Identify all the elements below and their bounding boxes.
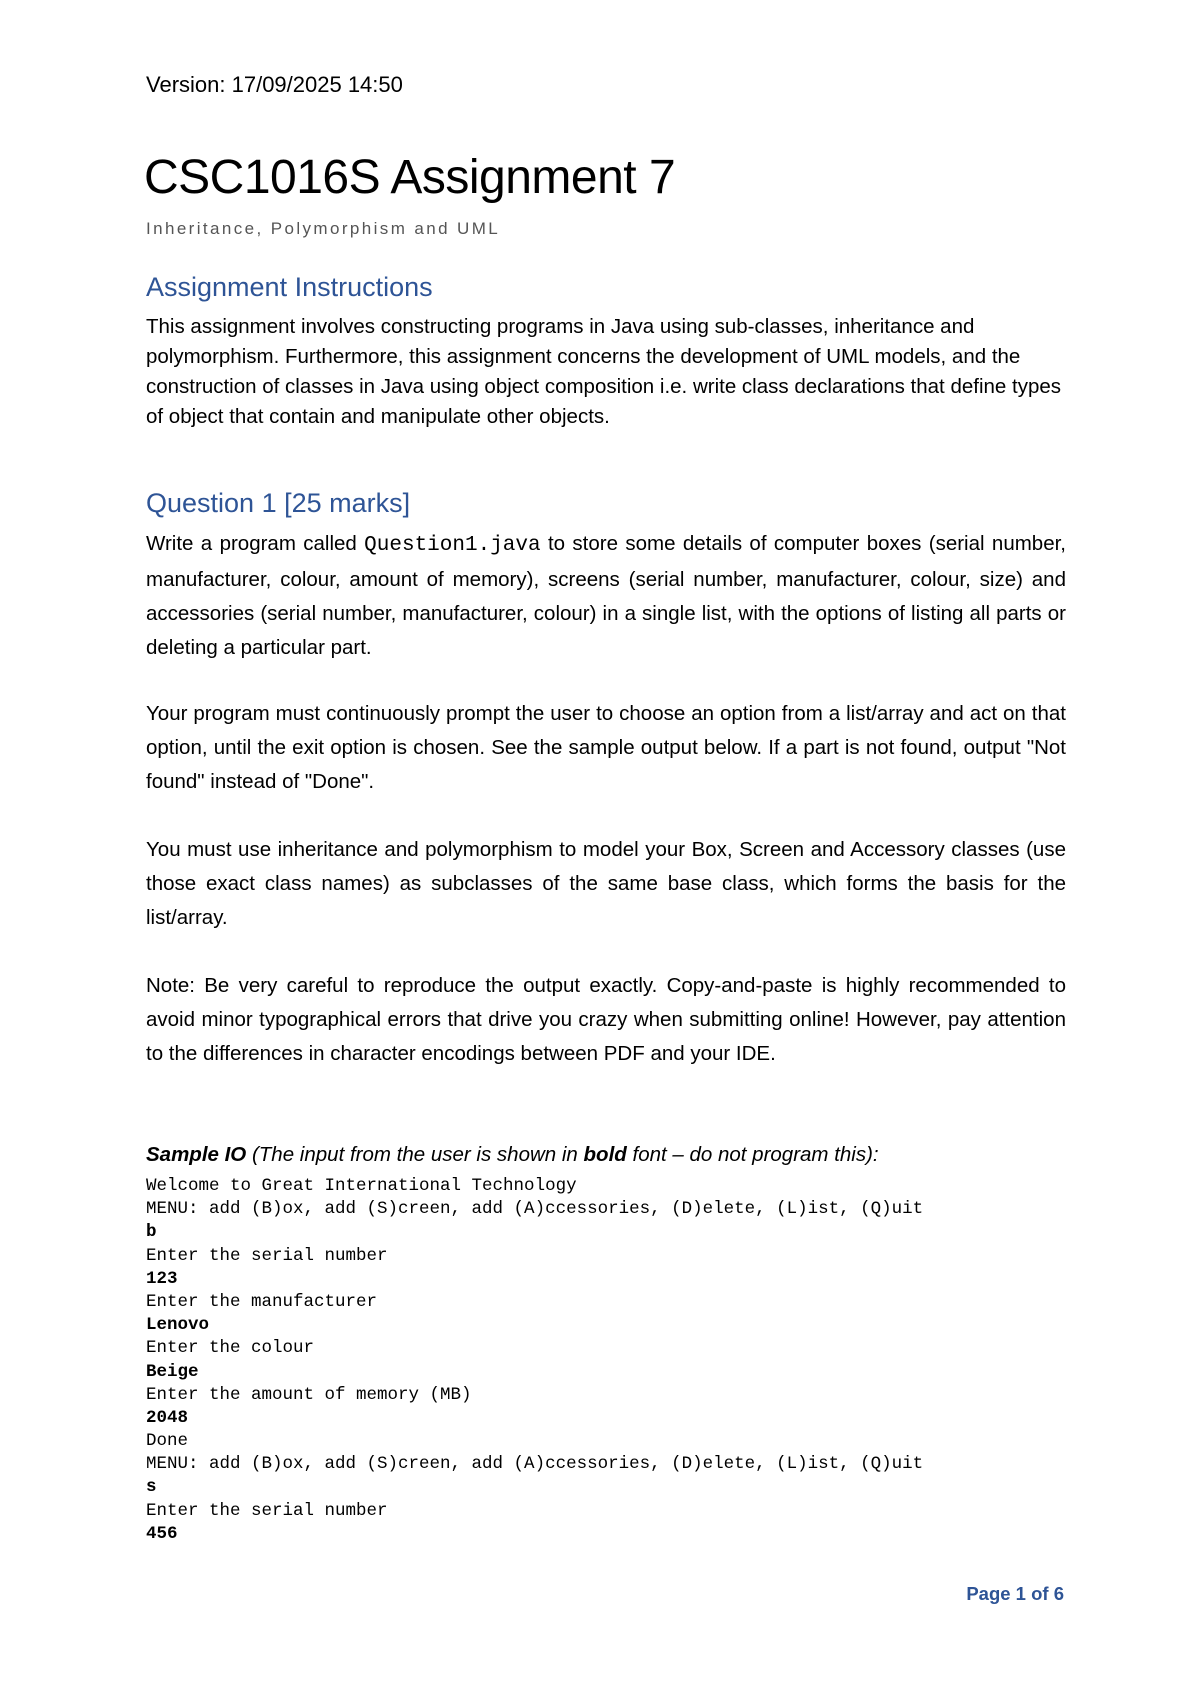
question1-heading: Question 1 [25 marks] <box>146 488 411 518</box>
sample-io-paren-post: font – do not program this): <box>626 1143 879 1166</box>
sample-io-user-input: 123 <box>146 1268 178 1289</box>
sample-io-paren-bold: bold <box>583 1143 627 1166</box>
sample-io-paren-pre: (The input from the user is shown in <box>246 1143 584 1166</box>
sample-io-output-line: Enter the amount of memory (MB) <box>146 1384 472 1405</box>
question1-intro-pre: Write a program called <box>146 532 365 555</box>
sample-io-output-line: Done <box>146 1431 189 1452</box>
instructions-heading: Assignment Instructions <box>146 272 433 302</box>
sample-io-user-input: 2048 <box>146 1407 189 1428</box>
page-number: Page 1 of 6 <box>966 1583 1064 1604</box>
sample-io-user-input: b <box>146 1222 157 1243</box>
sample-io-output-line: Enter the colour <box>146 1338 315 1359</box>
sample-io-block <box>146 1175 923 1546</box>
sample-io-output-line: Enter the manufacturer <box>146 1291 378 1312</box>
document-title: CSC1016S Assignment 7 <box>144 151 676 204</box>
sample-io-user-input: Lenovo <box>146 1315 210 1336</box>
sample-io-user-input: 456 <box>146 1523 178 1544</box>
sample-io-label: Sample IO <box>146 1143 247 1166</box>
sample-io-output-line: Enter the serial number <box>146 1500 388 1521</box>
question1-intro-post: to store some details of computer boxes (serial number, manufacturer, colour, amount of memory), screens (serial number, manufacturer, colour, size) and accessories (serial number, manufacturer, colour) in a single list, with the options of listing all parts or deleting a particular part. <box>146 532 1066 659</box>
sample-io-user-input: s <box>146 1477 157 1498</box>
sample-io-output-line: Welcome to Great International Technology <box>146 1176 577 1196</box>
sample-io-output-line: Enter the serial number <box>146 1245 388 1266</box>
version-stamp: Version: 17/09/2025 14:50 <box>146 72 403 97</box>
sample-io-output-line: MENU: add (B)ox, add (S)creen, add (A)ccessories, (D)elete, (L)ist, (Q)uit <box>146 1454 924 1475</box>
sample-io-user-input: Beige <box>146 1361 199 1382</box>
document-subtitle: Inheritance, Polymorphism and UML <box>146 219 501 238</box>
sample-io-heading <box>146 1143 879 1167</box>
question1-intro <box>146 527 1066 665</box>
question1-prompt-paragraph: Your program must continuously prompt the user to choose an option from a list/array and act on that option, until the exit option is chosen. See the sample output below. If a part is not found, output "Not found" instead of "Done". <box>146 702 1066 793</box>
question1-filename: Question1.java <box>364 534 541 557</box>
sample-io-output-line: MENU: add (B)ox, add (S)creen, add (A)ccessories, (D)elete, (L)ist, (Q)uit <box>146 1199 924 1220</box>
question1-inheritance-paragraph: You must use inheritance and polymorphism to model your Box, Screen and Accessory classes (use those exact class names) as subclasses of the same base class, which forms the basis for the list/array. <box>146 838 1066 929</box>
question1-note-paragraph: Note: Be very careful to reproduce the output exactly. Copy-and-paste is highly recommended to avoid minor typographical errors that drive you crazy when submitting online! However, pay attention to the differences in character encodings between PDF and your IDE. <box>146 974 1066 1065</box>
instructions-paragraph: This assignment involves constructing programs in Java using sub-classes, inheritance and polymorphism. Furthermore, this assignment concerns the development of UML models, and the construction of classes in Java using object composition i.e. write class declarations that define types of object that contain and manipulate other objects. <box>146 315 1061 428</box>
